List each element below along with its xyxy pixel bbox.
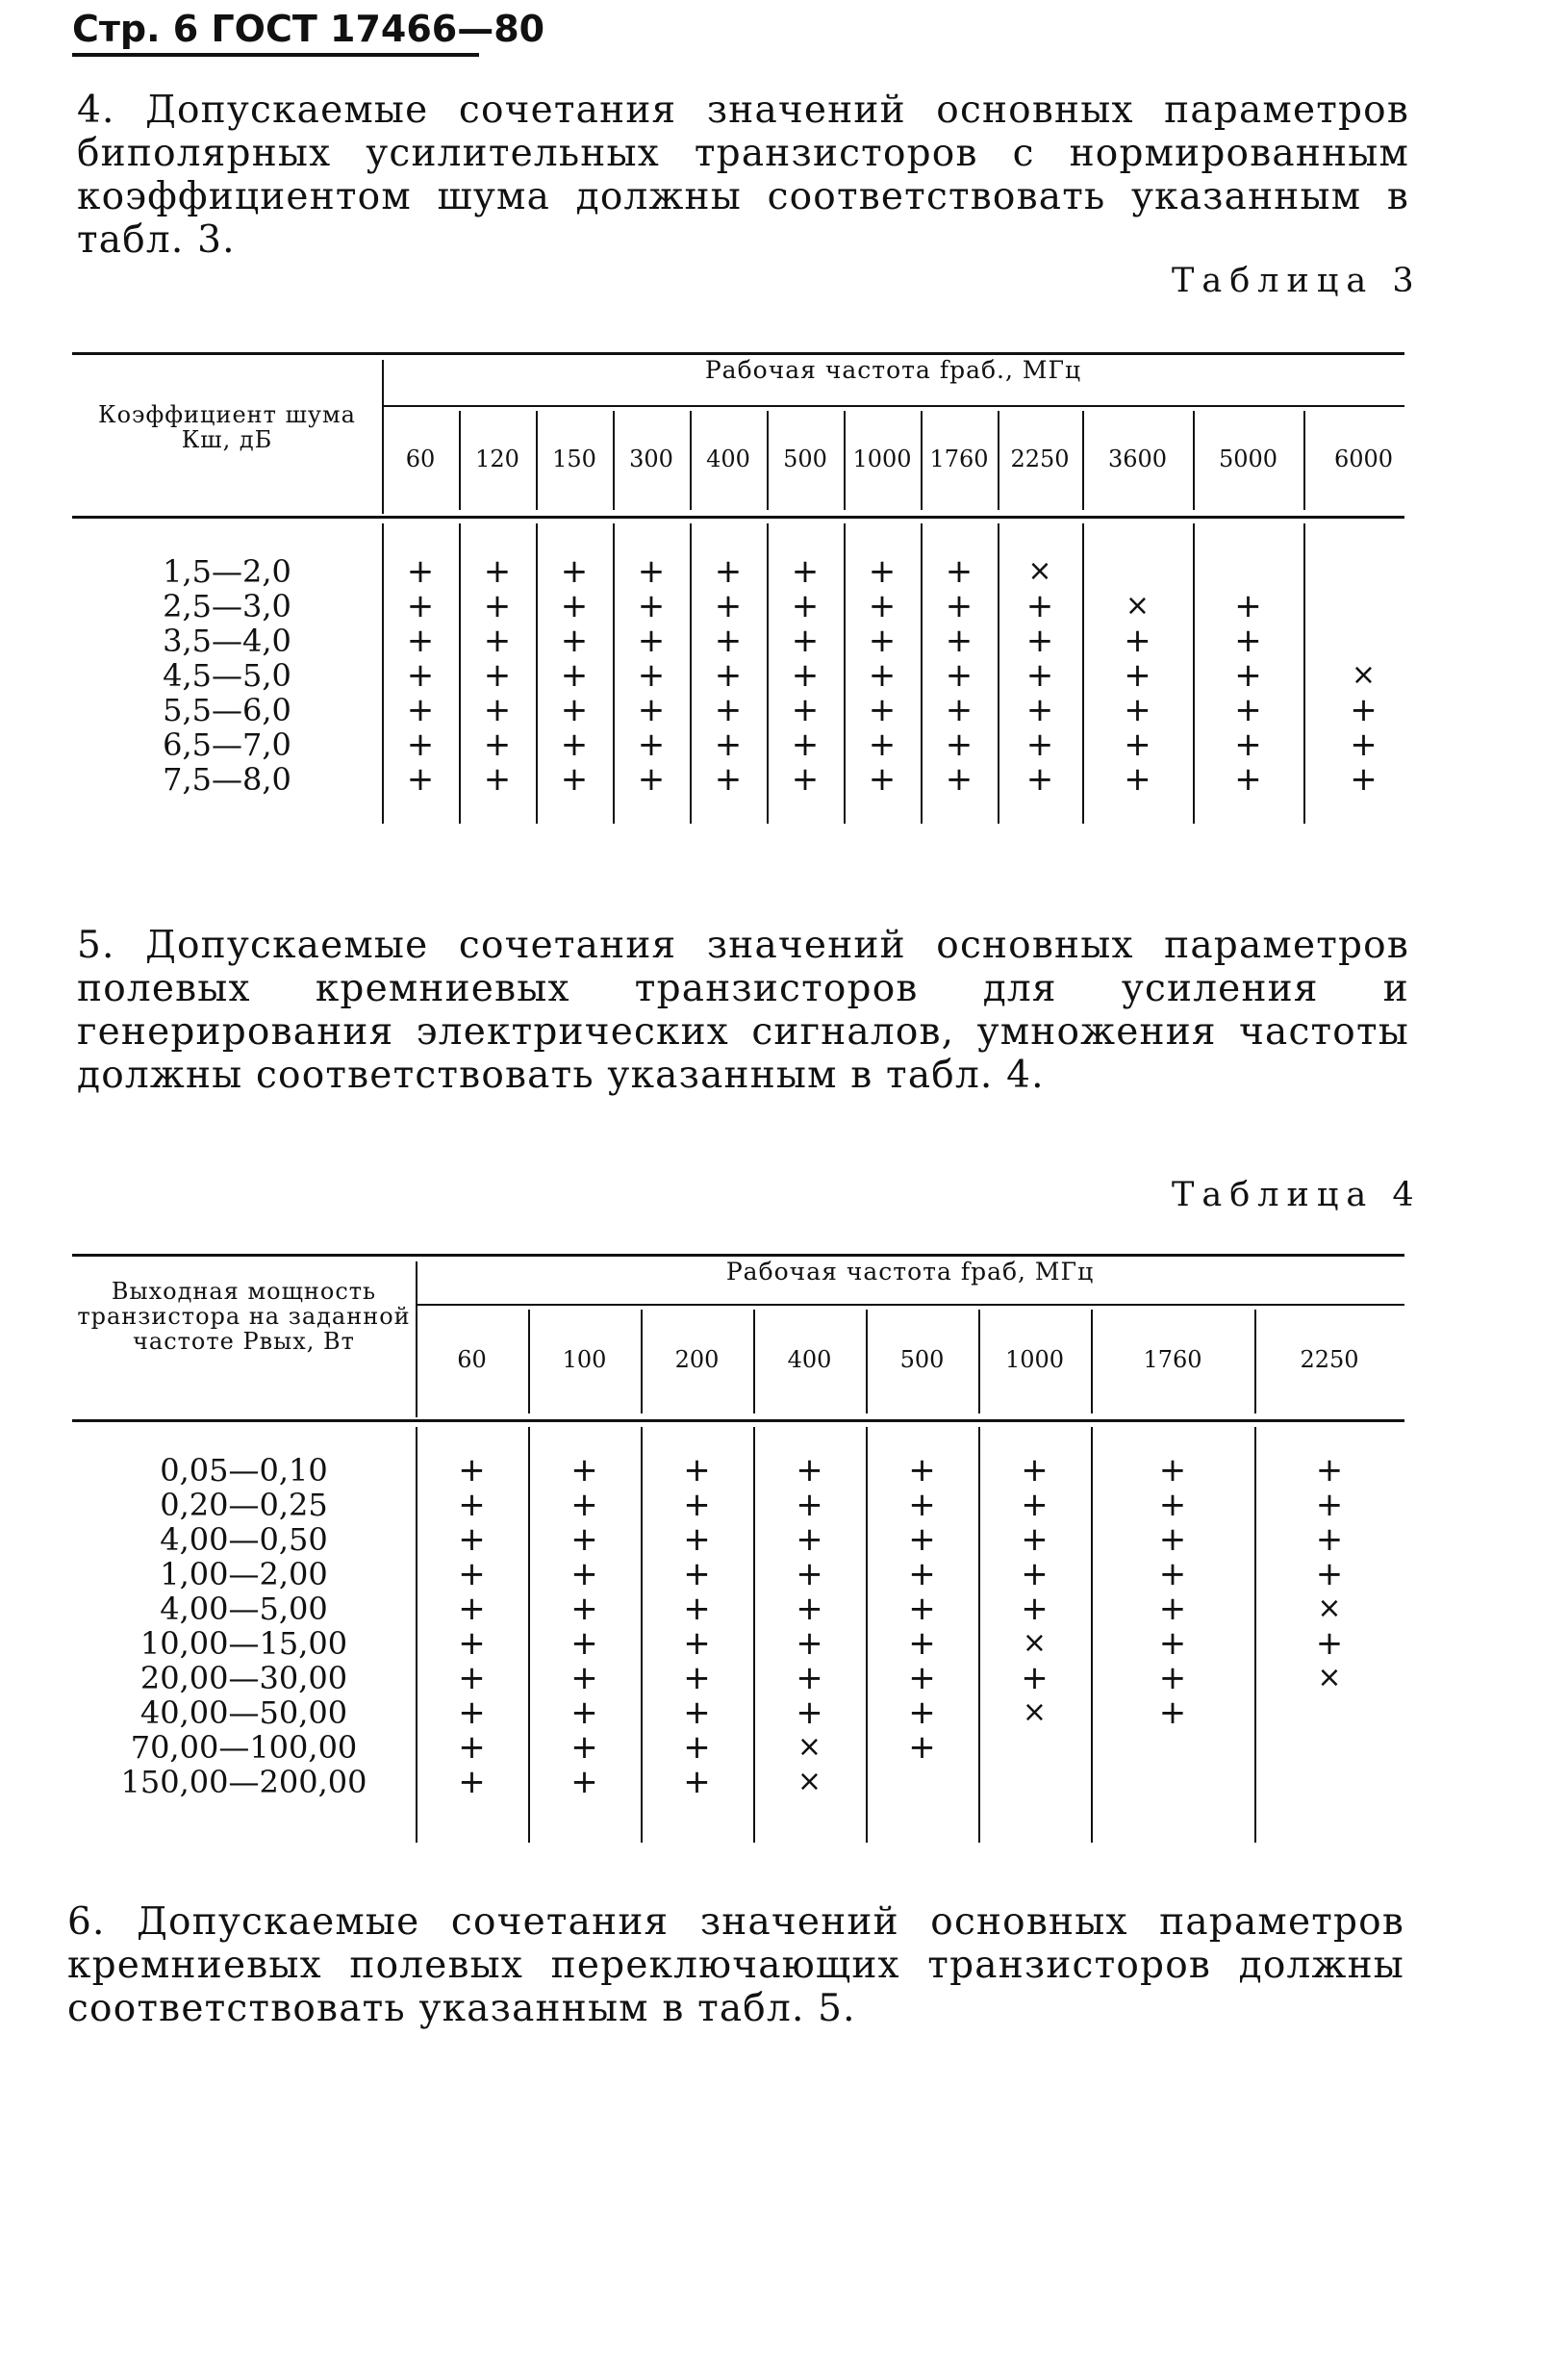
plus-mark: + <box>791 622 820 660</box>
table3-col-divider-head-1 <box>459 411 461 510</box>
plus-mark: + <box>1315 1555 1344 1593</box>
plus-mark: + <box>868 656 897 695</box>
plus-mark: + <box>1025 760 1054 799</box>
table3-row-label: 5,5—6,0 <box>163 692 291 728</box>
table3-col-divider-head-9 <box>1082 411 1084 510</box>
plus-mark: + <box>1124 760 1151 799</box>
table3-col-divider-head-10 <box>1193 411 1195 510</box>
plus-mark: + <box>406 552 435 591</box>
plus-mark: + <box>483 552 512 591</box>
plus-mark: + <box>714 691 743 729</box>
plus-mark: + <box>1158 1520 1187 1559</box>
paragraph-6: 6. Допускаемые сочетания значений основных параметров кремниевых полевых переключающих транзисторов должны соответствовать указанным в табл. 5. <box>67 1900 1404 2030</box>
plus-mark: + <box>908 1590 936 1628</box>
plus-mark: + <box>570 1520 598 1559</box>
plus-mark: + <box>796 1693 823 1732</box>
plus-mark: + <box>908 1555 936 1593</box>
table4-stub-header: Выходная мощность транзистора на заданной частоте Рвых, Вт <box>77 1278 411 1355</box>
plus-mark: + <box>683 1763 711 1801</box>
plus-mark: + <box>683 1590 711 1628</box>
plus-mark: + <box>570 1624 598 1663</box>
plus-mark: + <box>1315 1451 1344 1490</box>
plus-mark: + <box>868 726 897 764</box>
table3-col-header-150: 150 <box>552 445 596 472</box>
table3-col-header-120: 120 <box>475 445 519 472</box>
plus-mark: + <box>868 587 897 625</box>
plus-mark: + <box>1025 726 1054 764</box>
table3-col-divider-head-6 <box>844 411 846 510</box>
plus-mark: + <box>683 1486 711 1524</box>
plus-mark: + <box>1021 1451 1049 1490</box>
plus-mark: + <box>791 656 820 695</box>
plus-mark: + <box>560 691 589 729</box>
table4-row-label: 4,00—5,00 <box>160 1591 328 1627</box>
plus-mark: + <box>714 760 743 799</box>
plus-mark: + <box>483 691 512 729</box>
table3-col-divider-head-5 <box>767 411 769 510</box>
table3-caption: Таблица 3 <box>1172 262 1422 300</box>
plus-mark: + <box>560 587 589 625</box>
plus-mark: + <box>406 691 435 729</box>
table4-col-header-60: 60 <box>457 1346 487 1373</box>
table4-row-label: 70,00—100,00 <box>130 1729 358 1766</box>
plus-mark: + <box>458 1624 486 1663</box>
plus-mark: + <box>908 1520 936 1559</box>
plus-mark: + <box>683 1728 711 1767</box>
header-underline <box>72 53 479 57</box>
table4-col-header-500: 500 <box>899 1346 945 1373</box>
plus-mark: + <box>791 691 820 729</box>
plus-mark: + <box>637 691 666 729</box>
plus-mark: + <box>483 726 512 764</box>
cross-mark: × <box>1317 1661 1342 1694</box>
plus-mark: + <box>458 1520 486 1559</box>
plus-mark: + <box>458 1728 486 1767</box>
plus-mark: + <box>796 1486 823 1524</box>
plus-mark: + <box>714 552 743 591</box>
plus-mark: + <box>570 1590 598 1628</box>
plus-mark: + <box>1234 656 1262 695</box>
table3-col-header-2250: 2250 <box>1010 445 1070 472</box>
plus-mark: + <box>791 587 820 625</box>
plus-mark: + <box>1234 760 1262 799</box>
plus-mark: + <box>1350 726 1378 764</box>
plus-mark: + <box>570 1659 598 1697</box>
plus-mark: + <box>1025 587 1054 625</box>
table4-head-rule <box>72 1419 1404 1422</box>
plus-mark: + <box>945 656 974 695</box>
plus-mark: + <box>1021 1486 1049 1524</box>
table4-col-header-2250: 2250 <box>1300 1346 1359 1373</box>
plus-mark: + <box>868 552 897 591</box>
table4-col-header-100: 100 <box>562 1346 607 1373</box>
table4-col-header-1760: 1760 <box>1143 1346 1202 1373</box>
plus-mark: + <box>1234 726 1262 764</box>
plus-mark: + <box>1025 622 1054 660</box>
plus-mark: + <box>1234 691 1262 729</box>
plus-mark: + <box>683 1659 711 1697</box>
table4-col-divider-head-4 <box>866 1310 868 1413</box>
plus-mark: + <box>458 1451 486 1490</box>
table4-row-label: 20,00—30,00 <box>139 1660 348 1696</box>
plus-mark: + <box>868 691 897 729</box>
plus-mark: + <box>714 656 743 695</box>
plus-mark: + <box>637 656 666 695</box>
cross-mark: × <box>1125 589 1151 623</box>
table3-col-header-3600: 3600 <box>1107 445 1168 472</box>
plus-mark: + <box>796 1520 823 1559</box>
plus-mark: + <box>1021 1520 1049 1559</box>
plus-mark: + <box>945 587 974 625</box>
cross-mark: × <box>797 1730 822 1764</box>
table4-row-label: 0,20—0,25 <box>160 1487 328 1523</box>
cross-mark: × <box>1351 658 1377 692</box>
plus-mark: + <box>1234 587 1262 625</box>
cross-mark: × <box>1027 554 1052 588</box>
plus-mark: + <box>1158 1555 1187 1593</box>
plus-mark: + <box>908 1728 936 1767</box>
plus-mark: + <box>791 760 820 799</box>
table4-row-label: 1,00—2,00 <box>160 1556 328 1592</box>
plus-mark: + <box>945 726 974 764</box>
plus-mark: + <box>1350 691 1378 729</box>
table4-row-label: 10,00—15,00 <box>139 1625 348 1662</box>
plus-mark: + <box>570 1486 598 1524</box>
plus-mark: + <box>683 1624 711 1663</box>
cross-mark: × <box>1022 1626 1048 1660</box>
plus-mark: + <box>1158 1451 1187 1490</box>
table4-row-label: 150,00—200,00 <box>120 1764 367 1800</box>
plus-mark: + <box>1021 1555 1049 1593</box>
plus-mark: + <box>1350 760 1378 799</box>
plus-mark: + <box>483 656 512 695</box>
cross-mark: × <box>1022 1695 1048 1729</box>
table-3 <box>72 352 1404 824</box>
table3-col-header-400: 400 <box>706 445 750 472</box>
plus-mark: + <box>406 587 435 625</box>
table4-top-rule <box>72 1254 1404 1257</box>
plus-mark: + <box>796 1451 823 1490</box>
paragraph-4: 4. Допускаемые сочетания значений основных параметров биполярных усилительных транзисторов с нормированным коэффициентом шума должны соответствовать указанным в табл. 3. <box>77 89 1409 262</box>
table3-stub-header: Коэффициент шума Кш, дБ <box>98 401 356 453</box>
plus-mark: + <box>406 726 435 764</box>
table4-col-header-400: 400 <box>787 1346 832 1373</box>
plus-mark: + <box>483 587 512 625</box>
table3-col-header-500: 500 <box>783 445 827 472</box>
plus-mark: + <box>560 726 589 764</box>
table4-row-label: 40,00—50,00 <box>139 1694 348 1731</box>
plus-mark: + <box>1124 691 1151 729</box>
table4-col-divider-head-6 <box>1091 1310 1093 1413</box>
table-4 <box>72 1254 1404 1843</box>
cross-mark: × <box>797 1765 822 1798</box>
page-header: Стр. 6 ГОСТ 17466—80 <box>72 8 545 50</box>
plus-mark: + <box>570 1763 598 1801</box>
plus-mark: + <box>570 1693 598 1732</box>
plus-mark: + <box>945 691 974 729</box>
plus-mark: + <box>908 1693 936 1732</box>
plus-mark: + <box>908 1624 936 1663</box>
plus-mark: + <box>714 622 743 660</box>
plus-mark: + <box>1124 726 1151 764</box>
plus-mark: + <box>945 760 974 799</box>
table3-row-label: 7,5—8,0 <box>163 761 291 798</box>
plus-mark: + <box>1025 691 1054 729</box>
table4-row-label: 4,00—0,50 <box>160 1521 328 1558</box>
plus-mark: + <box>791 552 820 591</box>
plus-mark: + <box>1158 1693 1187 1732</box>
plus-mark: + <box>406 622 435 660</box>
plus-mark: + <box>1021 1590 1049 1628</box>
plus-mark: + <box>483 622 512 660</box>
table3-group-rule <box>382 405 1404 407</box>
plus-mark: + <box>570 1728 598 1767</box>
table3-row-label: 4,5—5,0 <box>163 657 291 694</box>
plus-mark: + <box>683 1520 711 1559</box>
plus-mark: + <box>406 760 435 799</box>
plus-mark: + <box>570 1451 598 1490</box>
plus-mark: + <box>796 1590 823 1628</box>
plus-mark: + <box>637 726 666 764</box>
plus-mark: + <box>1158 1624 1187 1663</box>
plus-mark: + <box>908 1659 936 1697</box>
table4-caption: Таблица 4 <box>1172 1176 1422 1214</box>
plus-mark: + <box>683 1693 711 1732</box>
table3-col-header-1000: 1000 <box>852 445 912 472</box>
cross-mark: × <box>1317 1591 1342 1625</box>
table3-col-divider-head-2 <box>536 411 538 510</box>
plus-mark: + <box>1158 1590 1187 1628</box>
plus-mark: + <box>560 622 589 660</box>
table3-col-divider-head-11 <box>1303 411 1305 510</box>
table4-group-header: Рабочая частота fраб, МГц <box>725 1258 1095 1286</box>
plus-mark: + <box>945 622 974 660</box>
table3-col-divider-head-4 <box>690 411 692 510</box>
table4-col-divider-head-5 <box>978 1310 980 1413</box>
table3-col-divider-head-7 <box>921 411 923 510</box>
plus-mark: + <box>560 552 589 591</box>
plus-mark: + <box>570 1555 598 1593</box>
plus-mark: + <box>1025 656 1054 695</box>
plus-mark: + <box>683 1451 711 1490</box>
table4-col-header-200: 200 <box>674 1346 720 1373</box>
plus-mark: + <box>714 587 743 625</box>
table3-col-header-1760: 1760 <box>929 445 989 472</box>
paragraph-5: 5. Допускаемые сочетания значений основных параметров полевых кремниевых транзисторов для усиления и генерирования электрических сигналов, умножения частоты должны соответствовать указанным в табл. 4. <box>77 924 1409 1097</box>
table3-col-divider-head-8 <box>998 411 999 510</box>
table3-row-label: 2,5—3,0 <box>163 588 291 624</box>
plus-mark: + <box>483 760 512 799</box>
plus-mark: + <box>1158 1486 1187 1524</box>
plus-mark: + <box>458 1486 486 1524</box>
plus-mark: + <box>714 726 743 764</box>
plus-mark: + <box>458 1555 486 1593</box>
plus-mark: + <box>945 552 974 591</box>
plus-mark: + <box>868 760 897 799</box>
table4-row-label: 0,05—0,10 <box>160 1452 328 1489</box>
plus-mark: + <box>796 1659 823 1697</box>
plus-mark: + <box>1158 1659 1187 1697</box>
table4-group-rule <box>416 1304 1404 1306</box>
plus-mark: + <box>1315 1486 1344 1524</box>
plus-mark: + <box>637 587 666 625</box>
plus-mark: + <box>908 1451 936 1490</box>
plus-mark: + <box>683 1555 711 1593</box>
plus-mark: + <box>458 1659 486 1697</box>
plus-mark: + <box>1234 622 1262 660</box>
table4-col-divider-head-2 <box>641 1310 643 1413</box>
plus-mark: + <box>908 1486 936 1524</box>
plus-mark: + <box>1124 656 1151 695</box>
plus-mark: + <box>560 656 589 695</box>
plus-mark: + <box>406 656 435 695</box>
plus-mark: + <box>637 622 666 660</box>
plus-mark: + <box>1124 622 1151 660</box>
plus-mark: + <box>1315 1520 1344 1559</box>
table3-group-header: Рабочая частота fраб., МГц <box>704 356 1082 384</box>
plus-mark: + <box>458 1763 486 1801</box>
table3-row-label: 1,5—2,0 <box>163 553 291 590</box>
plus-mark: + <box>458 1590 486 1628</box>
plus-mark: + <box>796 1555 823 1593</box>
table3-col-header-300: 300 <box>629 445 673 472</box>
plus-mark: + <box>458 1693 486 1732</box>
plus-mark: + <box>796 1624 823 1663</box>
plus-mark: + <box>637 760 666 799</box>
table4-col-divider-head-3 <box>753 1310 755 1413</box>
table4-col-divider-head-1 <box>528 1310 530 1413</box>
table3-head-rule <box>72 516 1404 519</box>
table3-top-rule <box>72 352 1404 355</box>
plus-mark: + <box>637 552 666 591</box>
table3-col-header-6000: 6000 <box>1333 445 1394 472</box>
plus-mark: + <box>868 622 897 660</box>
table3-col-header-5000: 5000 <box>1218 445 1278 472</box>
plus-mark: + <box>1315 1624 1344 1663</box>
table3-row-label: 6,5—7,0 <box>163 726 291 763</box>
plus-mark: + <box>560 760 589 799</box>
table4-col-divider-head-7 <box>1254 1310 1256 1413</box>
table3-col-divider-head-3 <box>613 411 615 510</box>
plus-mark: + <box>791 726 820 764</box>
table4-col-header-1000: 1000 <box>1004 1346 1065 1373</box>
table3-col-header-60: 60 <box>405 445 436 472</box>
table3-row-label: 3,5—4,0 <box>163 623 291 659</box>
plus-mark: + <box>1021 1659 1049 1697</box>
